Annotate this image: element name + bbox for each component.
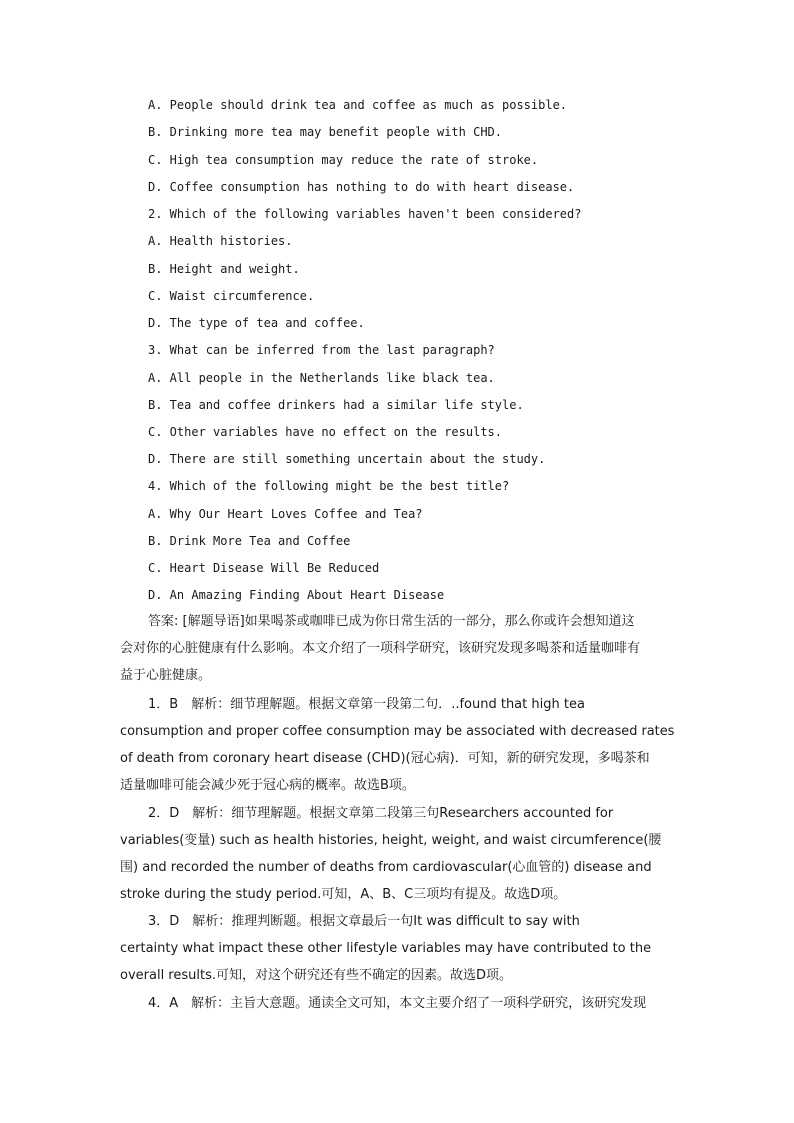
answer-intro-line-3: 益于心脏健康。 xyxy=(120,668,212,683)
q4-option-d: D. An Amazing Finding About Heart Disease xyxy=(148,588,445,602)
q4-option-b: B. Drink More Tea and Coffee xyxy=(148,534,351,548)
answer-2-line-3: 围) and recorded the number of deaths from cardiovascular(心血管的) disease and xyxy=(120,860,652,875)
q2-option-b: B. Height and weight. xyxy=(148,262,300,276)
q3-option-a: A. All people in the Netherlands like black tea. xyxy=(148,371,495,385)
answer-1-line-2: consumption and proper coffee consumption may be associated with decreased rates xyxy=(120,724,675,739)
q2-option-d: D. The type of tea and coffee. xyxy=(148,316,365,330)
answer-2-line-4: stroke during the study period.可知，A、B、C三项均有提及。故选D项。 xyxy=(120,887,567,902)
q1-option-d: D. Coffee consumption has nothing to do with heart disease. xyxy=(148,180,575,194)
answer-intro-line-1: 答案: [解题导语]如果喝茶或咖啡已成为你日常生活的一部分，那么你或许会想知道这 xyxy=(148,614,635,629)
q1-option-c: C. High tea consumption may reduce the rate of stroke. xyxy=(148,153,539,167)
q3-option-b: B. Tea and coffee drinkers had a similar life style. xyxy=(148,398,524,412)
q1-option-b: B. Drinking more tea may benefit people with CHD. xyxy=(148,125,503,139)
q4-option-a: A. Why Our Heart Loves Coffee and Tea? xyxy=(148,507,423,521)
answer-2-line-1: 2．D 解析：细节理解题。根据文章第二段第三句Researchers accounted for xyxy=(148,806,614,821)
answer-2-line-2: variables(变量) such as health histories, height, weight, and waist circumference(腰 xyxy=(120,833,662,848)
q4-stem: 4. Which of the following might be the best title? xyxy=(148,479,510,493)
q4-option-c: C. Heart Disease Will Be Reduced xyxy=(148,561,380,575)
q2-stem: 2. Which of the following variables haven't been considered? xyxy=(148,207,582,221)
answer-3-line-3: overall results.可知，对这个研究还有些不确定的因素。故选D项。 xyxy=(120,968,513,983)
answer-1-line-3: of death from coronary heart disease (CHD)(冠心病)．可知，新的研究发现，多喝茶和 xyxy=(120,751,650,766)
q3-option-d: D. There are still something uncertain about the study. xyxy=(148,452,546,466)
q1-option-a: A. People should drink tea and coffee as much as possible. xyxy=(148,98,568,112)
q2-option-a: A. Health histories. xyxy=(148,234,293,248)
q3-stem: 3. What can be inferred from the last paragraph? xyxy=(148,343,495,357)
answer-1-line-4: 适量咖啡可能会减少死于冠心病的概率。故选B项。 xyxy=(120,778,415,793)
q3-option-c: C. Other variables have no effect on the results. xyxy=(148,425,503,439)
answer-1-line-1: 1．B 解析：细节理解题。根据文章第一段第二句．..found that high tea xyxy=(148,697,585,712)
answer-4-line-1: 4．A 解析：主旨大意题。通读全文可知，本文主要介绍了一项科学研究，该研究发现 xyxy=(148,996,647,1011)
answer-3-line-1: 3．D 解析：推理判断题。根据文章最后一句It was difficult to say with xyxy=(148,914,580,929)
answer-intro-line-2: 会对你的心脏健康有什么影响。本文介绍了一项科学研究，该研究发现多喝茶和适量咖啡有 xyxy=(120,641,641,656)
q2-option-c: C. Waist circumference. xyxy=(148,289,315,303)
answer-3-line-2: certainty what impact these other lifestyle variables may have contributed to the xyxy=(120,941,652,956)
